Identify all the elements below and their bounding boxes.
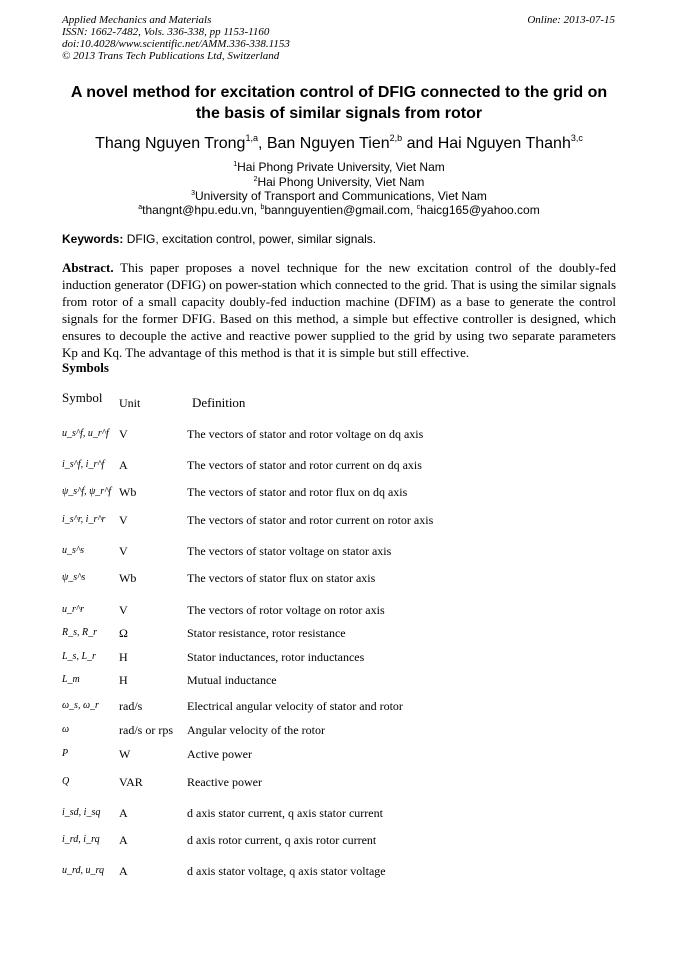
- unit-cell: Ω: [119, 626, 128, 640]
- email-text: thangnt@hpu.edu.vn,: [142, 203, 261, 217]
- email-sup: b: [260, 204, 265, 211]
- running-header-left: [62, 14, 290, 62]
- definition-cell: The vectors of rotor voltage on rotor axis: [187, 603, 385, 617]
- doi-line: doi:10.4028/www.scientific.net/AMM.336-338.1153: [62, 38, 290, 50]
- definition-cell: Stator resistance, rotor resistance: [187, 626, 346, 640]
- author-sup: 1,a: [245, 133, 258, 143]
- author-separator: ,: [257, 135, 267, 152]
- unit-cell: V: [119, 603, 128, 617]
- email-sup: c: [416, 204, 421, 211]
- affiliation-sup: 1: [233, 161, 238, 168]
- definition-cell: d axis stator voltage, q axis stator voltage: [187, 864, 386, 878]
- keywords-label: Keywords:: [62, 232, 124, 246]
- definition-cell: The vectors of stator flux on stator axis: [187, 571, 376, 585]
- definition-cell: The vectors of stator and rotor current on rotor axis: [187, 513, 434, 527]
- definition-cell: The vectors of stator and rotor voltage on dq axis: [187, 427, 424, 441]
- unit-cell: A: [119, 864, 128, 878]
- abstract-label: Abstract.: [62, 260, 114, 275]
- symbol-cell: u_r^r: [62, 604, 85, 615]
- unit-cell: W: [119, 747, 131, 761]
- symbol-cell: ψ_s^s: [62, 572, 86, 583]
- definition-cell: Mutual inductance: [187, 673, 277, 687]
- title-line-2: the basis of similar signals from rotor: [195, 105, 483, 122]
- affiliation-text: Hai Phong Private University, Viet Nam: [237, 160, 445, 174]
- unit-cell: V: [119, 544, 128, 558]
- definition-cell: Electrical angular velocity of stator and rotor: [187, 699, 403, 713]
- definition-cell: The vectors of stator and rotor current on dq axis: [187, 458, 422, 472]
- column-header-symbol: Symbol: [62, 390, 103, 405]
- author-sup: 2,b: [389, 133, 403, 143]
- definition-cell: d axis stator current, q axis stator current: [187, 806, 383, 820]
- definition-cell: The vectors of stator and rotor flux on dq axis: [187, 485, 408, 499]
- author-name: Thang Nguyen Trong: [95, 135, 246, 152]
- unit-cell: V: [119, 427, 128, 441]
- unit-cell: Wb: [119, 571, 137, 585]
- author-name: Hai Nguyen Thanh: [437, 135, 571, 152]
- unit-cell: A: [119, 458, 128, 472]
- author-separator: and: [402, 135, 438, 152]
- symbol-cell: ω_s, ω_r: [62, 700, 99, 711]
- symbol-cell: R_s, R_r: [62, 627, 97, 638]
- symbol-cell: u_s^s: [62, 545, 85, 556]
- copyright-line: © 2013 Trans Tech Publications Ltd, Switzerland: [62, 50, 280, 62]
- definition-cell: d axis rotor current, q axis rotor current: [187, 833, 377, 847]
- affiliation: [20, 189, 658, 204]
- unit-cell: V: [119, 513, 128, 527]
- email-sup: a: [138, 204, 143, 211]
- affiliation: [20, 175, 658, 190]
- paper-title: [40, 82, 638, 124]
- journal-name: Applied Mechanics and Materials: [62, 14, 212, 26]
- issn-line: ISSN: 1662-7482, Vols. 336-338, pp 1153-1160: [62, 26, 270, 38]
- unit-cell: H: [119, 673, 128, 687]
- affiliation-sup: 2: [253, 176, 258, 183]
- online-date: Online: 2013-07-15: [527, 14, 615, 26]
- symbol-cell: Q: [62, 776, 70, 787]
- keywords: [62, 232, 622, 247]
- symbol-cell: L_s, L_r: [62, 651, 96, 662]
- unit-cell: Wb: [119, 485, 137, 499]
- definition-cell: Active power: [187, 747, 252, 761]
- affiliation-text: University of Transport and Communications, Viet Nam: [195, 189, 487, 203]
- email-text: haicg165@yahoo.com: [420, 203, 540, 217]
- symbol-cell: i_rd, i_rq: [62, 834, 100, 845]
- symbol-cell: ω: [62, 724, 70, 735]
- symbol-cell: i_s^f, i_r^f: [62, 459, 105, 470]
- affiliation-text: Hai Phong University, Viet Nam: [257, 175, 425, 189]
- definition-cell: Angular velocity of the rotor: [187, 723, 325, 737]
- unit-cell: rad/s: [119, 699, 143, 713]
- definition-cell: The vectors of stator voltage on stator axis: [187, 544, 392, 558]
- email-text: bannguyentien@gmail.com,: [264, 203, 417, 217]
- symbol-cell: u_s^f, u_r^f: [62, 428, 109, 439]
- title-line-1: A novel method for excitation control of DFIG connected to the grid on: [70, 84, 608, 101]
- author-name: Ban Nguyen Tien: [266, 135, 390, 152]
- definition-cell: Stator inductances, rotor inductances: [187, 650, 365, 664]
- keywords-text: DFIG, excitation control, power, similar signals.: [123, 232, 377, 246]
- column-header-unit: Unit: [119, 396, 141, 410]
- author-sup: 3,c: [570, 133, 583, 143]
- symbol-cell: P: [62, 748, 69, 759]
- email-line: [20, 203, 658, 218]
- author-list: [20, 134, 658, 154]
- unit-cell: A: [119, 833, 128, 847]
- column-header-definition: Definition: [192, 395, 246, 410]
- symbols-heading: Symbols: [62, 360, 109, 375]
- unit-cell: H: [119, 650, 128, 664]
- definition-cell: Reactive power: [187, 775, 262, 789]
- symbol-cell: u_rd, u_rq: [62, 865, 105, 876]
- unit-cell: VAR: [119, 775, 143, 789]
- unit-cell: rad/s or rps: [119, 723, 173, 737]
- unit-cell: A: [119, 806, 128, 820]
- symbol-cell: i_sd, i_sq: [62, 807, 101, 818]
- abstract: [62, 259, 616, 361]
- symbol-cell: L_m: [62, 674, 80, 685]
- symbol-cell: i_s^r, i_r^r: [62, 514, 106, 525]
- symbol-cell: ψ_s^f, ψ_r^f: [62, 486, 112, 497]
- affiliation: [20, 160, 658, 175]
- affiliation-sup: 3: [191, 190, 195, 197]
- abstract-text: This paper proposes a novel technique for the new excitation control of the doubly-fed induction generator (DFIG) on power-station which connected to the grid. That is using the similar signals from rotor of a small capacity doubly-fed induction machine (DFIM) as a base to generate the control signals for the former DFIG. Based on this method, a simple but effective controller is designed, which ensures to decouple the active and reactive power supplied to the grid by using two separate parameters Kp and Kq. The advantage of this method is that it is simple but still effective.: [62, 260, 616, 360]
